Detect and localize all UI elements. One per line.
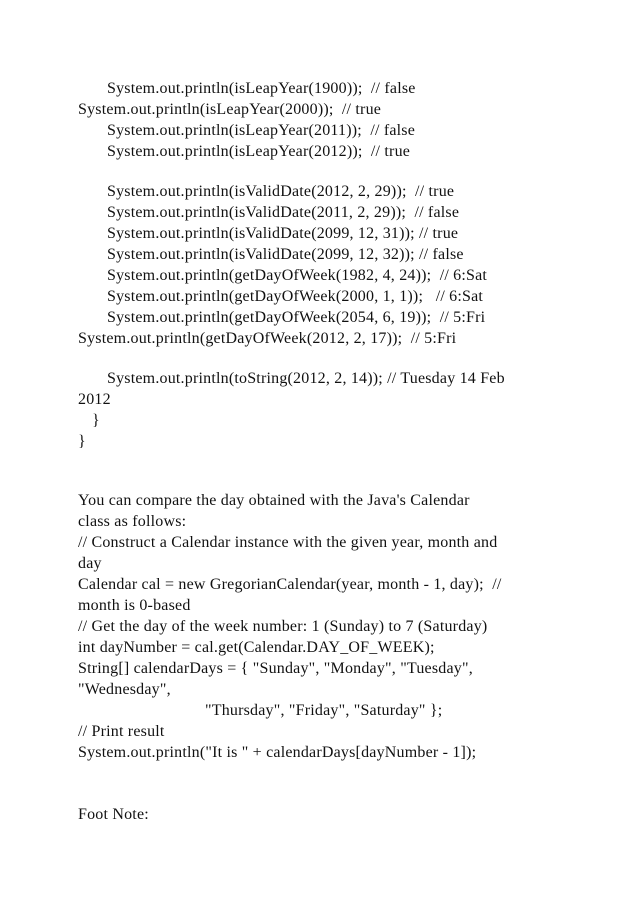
calendar-code-line-4: int dayNumber = cal.get(Calendar.DAY_OF_WEEK); — [78, 639, 435, 656]
code-line-4: System.out.println(isLeapYear(2012)); // true — [107, 143, 411, 160]
code-line-6: System.out.println(isValidDate(2011, 2, 29)); // false — [107, 204, 460, 221]
code-comment-line-2: day — [78, 555, 102, 572]
paragraph-line-1: You can compare the day obtained with the Java's Calendar — [78, 492, 470, 509]
code-line-10: System.out.println(getDayOfWeek(2000, 1, 1)); // 6:Sat — [107, 288, 484, 305]
code-line-2: System.out.println(isLeapYear(2000)); // true — [78, 101, 382, 118]
calendar-code-line-5: String[] calendarDays = { "Sunday", "Monday", "Tuesday", — [78, 660, 473, 677]
code-line-5: System.out.println(isValidDate(2012, 2, 29)); // true — [107, 183, 455, 200]
calendar-code-line-9: System.out.println("It is " + calendarDays[dayNumber - 1]); — [78, 744, 477, 761]
paragraph-line-2: class as follows: — [78, 513, 187, 530]
code-line-9: System.out.println(getDayOfWeek(1982, 4, 24)); // 6:Sat — [107, 267, 488, 284]
code-line-7: System.out.println(isValidDate(2099, 12, 31)); // true — [107, 225, 459, 242]
code-line-3: System.out.println(isLeapYear(2011)); // false — [107, 122, 416, 139]
closing-brace-outer: } — [78, 433, 86, 450]
calendar-code-line-8: // Print result — [78, 723, 165, 740]
calendar-code-line-7: "Thursday", "Friday", "Saturday" }; — [205, 702, 443, 719]
calendar-code-line-3: // Get the day of the week number: 1 (Sunday) to 7 (Saturday) — [78, 618, 488, 635]
foot-note-label: Foot Note: — [78, 806, 149, 823]
code-line-12: System.out.println(getDayOfWeek(2012, 2, 17)); // 5:Fri — [78, 330, 457, 347]
calendar-code-line-1: Calendar cal = new GregorianCalendar(year, month - 1, day); // — [78, 576, 502, 593]
code-line-1: System.out.println(isLeapYear(1900)); // false — [107, 80, 416, 97]
code-comment-line-1: // Construct a Calendar instance with the given year, month and — [78, 534, 498, 551]
calendar-code-line-2: month is 0-based — [78, 597, 191, 614]
closing-brace-inner: } — [92, 412, 100, 429]
code-line-14: 2012 — [78, 391, 111, 408]
code-line-13: System.out.println(toString(2012, 2, 14)); // Tuesday 14 Feb — [107, 370, 505, 387]
code-line-8: System.out.println(isValidDate(2099, 12, 32)); // false — [107, 246, 464, 263]
code-line-11: System.out.println(getDayOfWeek(2054, 6, 19)); // 5:Fri — [107, 309, 486, 326]
calendar-code-line-6: "Wednesday", — [78, 681, 171, 698]
